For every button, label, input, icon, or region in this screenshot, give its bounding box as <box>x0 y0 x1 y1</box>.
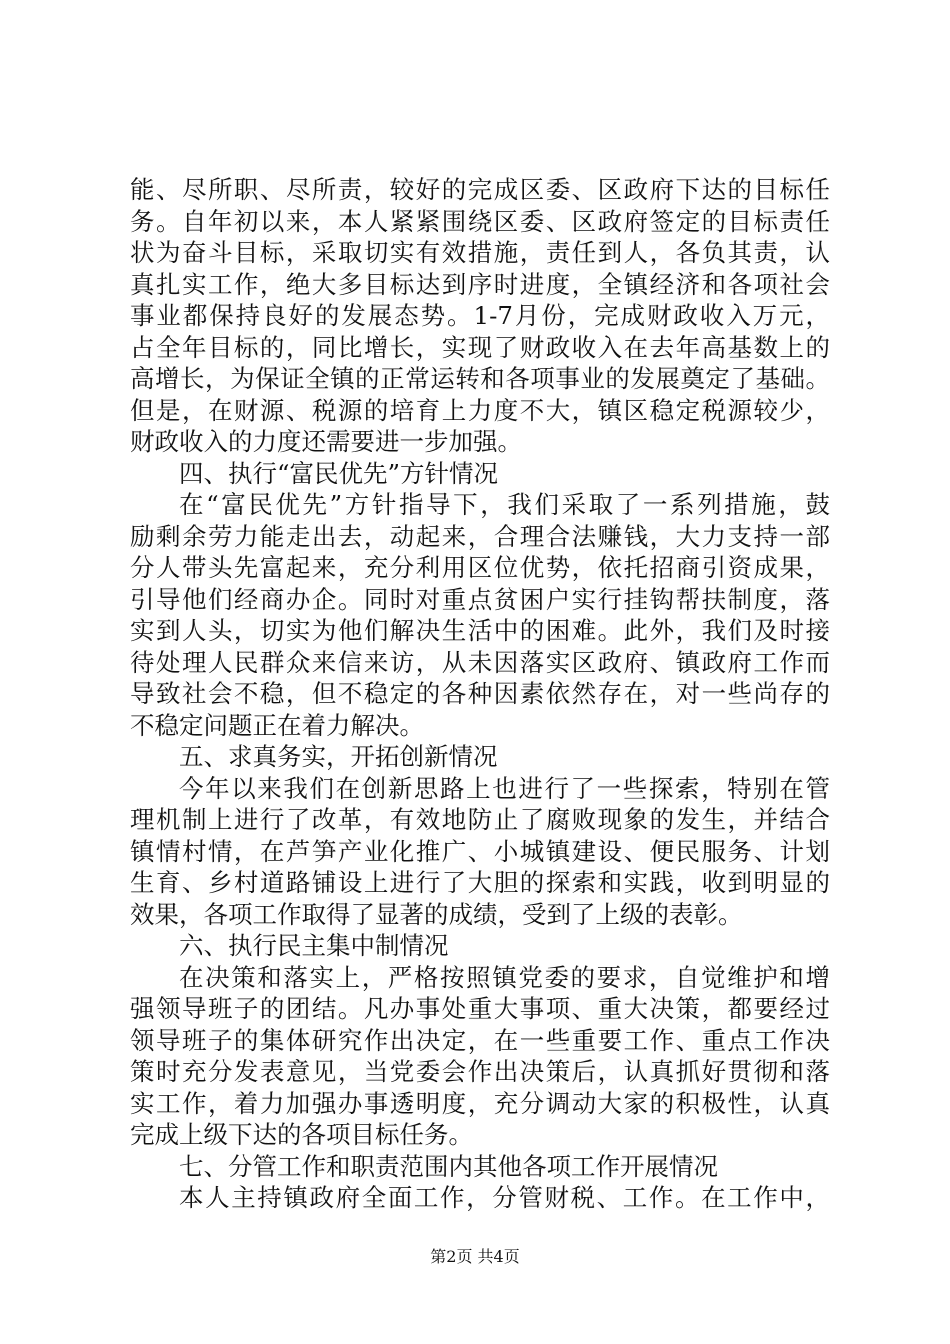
page-footer: 第2页 共4页 <box>430 1247 520 1266</box>
text-line: 励剩余劳力能走出去，动起来，合理合法赚钱，大力支持一部 <box>130 521 830 551</box>
text-line: 但是，在财源、税源的培育上力度不大，镇区稳定税源较少， <box>130 395 830 425</box>
text-line: 务。自年初以来，本人紧紧围绕区委、区政府签定的目标责任 <box>130 206 830 236</box>
text-line: 镇情村情，在芦笋产业化推广、小城镇建设、便民服务、计划 <box>130 836 830 866</box>
text-line: 能、尽所职、尽所责，较好的完成区委、区政府下达的目标任 <box>130 175 830 204</box>
text-line: 不稳定问题正在着力解决。 <box>130 710 424 740</box>
text-line: 在“富民优先”方针指导下，我们采取了一系列措施，鼓 <box>179 490 830 519</box>
section-heading: 五、求真务实，开拓创新情况 <box>179 742 498 771</box>
text-line: 效果，各项工作取得了显著的成绩，受到了上级的表彰。 <box>130 899 743 929</box>
text-line: 本人主持镇政府全面工作，分管财税、工作。在工作中， <box>179 1183 830 1212</box>
text-line: 真扎实工作，绝大多目标达到序时进度，全镇经济和各项社会 <box>130 269 830 299</box>
section-heading: 四、执行“富民优先”方针情况 <box>179 458 499 488</box>
document-body <box>130 174 830 1214</box>
text-line: 强领导班子的团结。凡办事处重大事项、重大决策，都要经过 <box>130 994 830 1023</box>
text-line: 状为奋斗目标，采取切实有效措施，责任到人，各负其责，认 <box>130 238 830 267</box>
text-line: 占全年目标的，同比增长，实现了财政收入在去年高基数上的 <box>130 332 830 362</box>
text-line: 分人带头先富起来，充分利用区位优势，依托招商引资成果， <box>130 553 830 582</box>
text-line: 引导他们经商办企。同时对重点贫困户实行挂钩帮扶制度，落 <box>130 584 830 614</box>
text-line: 待处理人民群众来信来访，从未因落实区政府、镇政府工作而 <box>130 647 830 677</box>
text-line: 完成上级下达的各项目标任务。 <box>130 1120 473 1149</box>
text-line: 导致社会不稳，但不稳定的各种因素依然存在，对一些尚存的 <box>130 679 830 708</box>
text-line: 财政收入的力度还需要进一步加强。 <box>130 427 522 456</box>
text-line: 在决策和落实上，严格按照镇党委的要求，自觉维护和增 <box>179 962 830 992</box>
section-heading: 七、分管工作和职责范围内其他各项工作开展情况 <box>179 1151 718 1181</box>
text-line: 事业都保持良好的发展态势。1-7月份，完成财政收入万元， <box>130 301 830 330</box>
text-line: 生育、乡村道路铺设上进行了大胆的探索和实践，收到明显的 <box>130 868 830 897</box>
text-line: 理机制上进行了改革，有效地防止了腐败现象的发生，并结合 <box>130 805 830 834</box>
text-line: 高增长，为保证全镇的正常运转和各项事业的发展奠定了基础。 <box>130 364 830 393</box>
text-line: 今年以来我们在创新思路上也进行了一些探索，特别在管 <box>179 773 830 803</box>
text-line: 领导班子的集体研究作出决定，在一些重要工作、重点工作决 <box>130 1025 830 1055</box>
text-line: 策时充分发表意见，当党委会作出决策后，认真抓好贯彻和落 <box>130 1057 830 1086</box>
section-heading: 六、执行民主集中制情况 <box>179 931 449 960</box>
text-line: 实到人头，切实为他们解决生活中的困难。此外，我们及时接 <box>130 616 830 645</box>
text-line: 实工作，着力加强办事透明度，充分调动大家的积极性，认真 <box>130 1088 830 1118</box>
